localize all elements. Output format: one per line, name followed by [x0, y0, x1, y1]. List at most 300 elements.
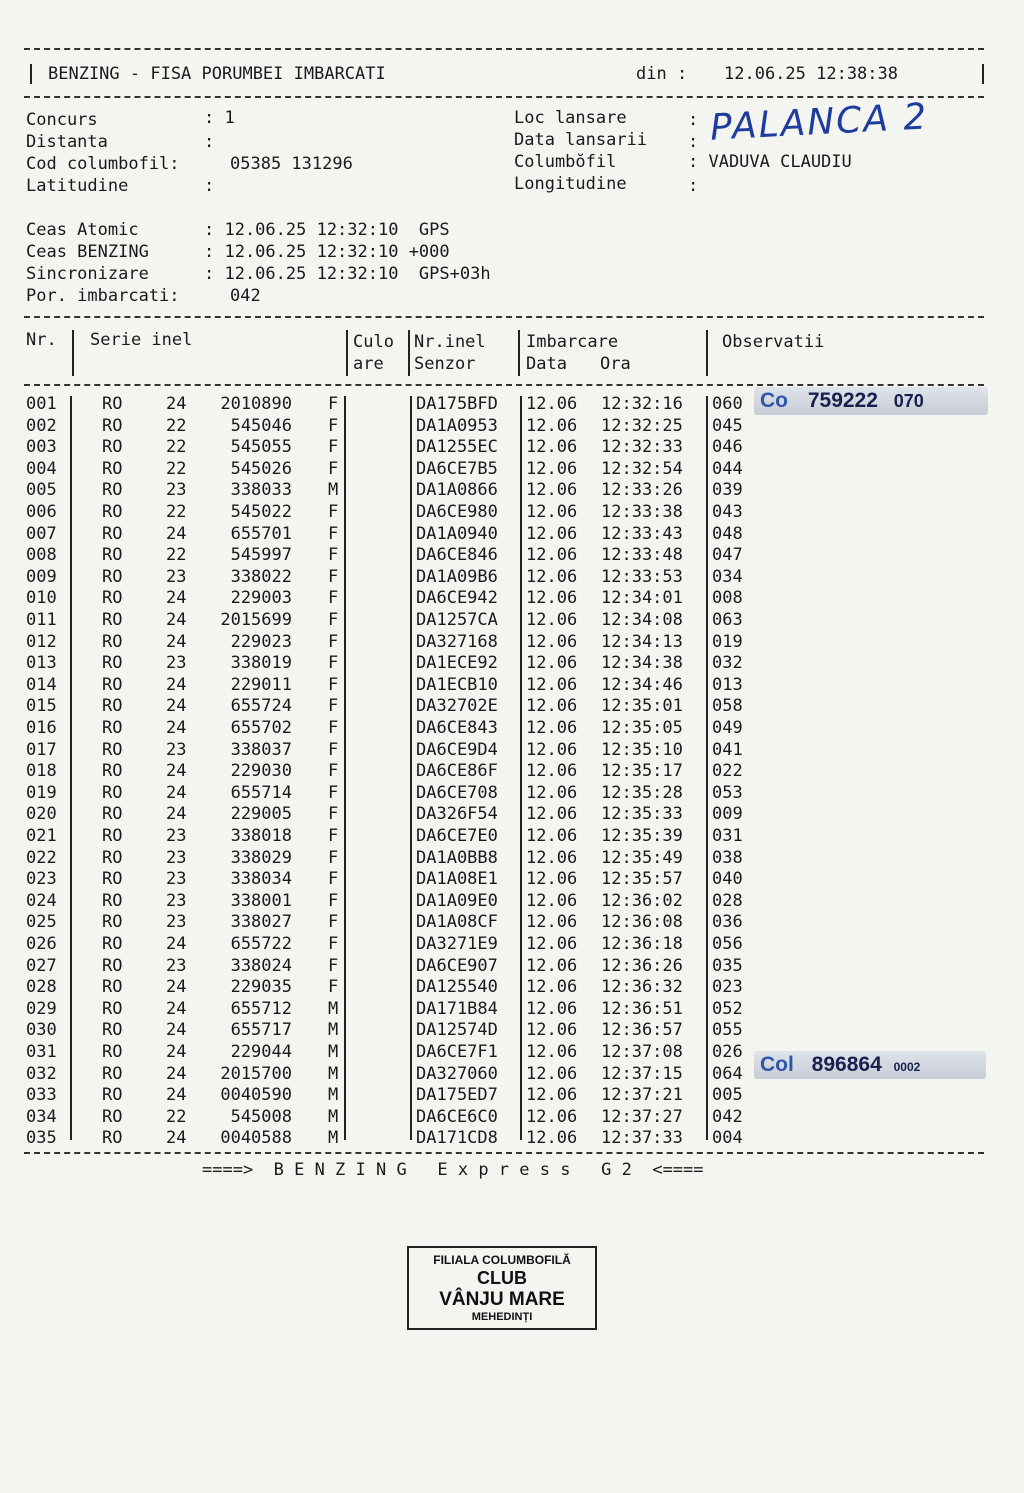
ceas-atomic-value: : 12.06.25 12:32:10 GPS [204, 220, 450, 240]
longitudine-value: : [688, 176, 699, 196]
embark-date: 12.06 [526, 566, 578, 587]
top-divider [24, 48, 984, 50]
table-row [0, 416, 1024, 438]
row-number: 031 [26, 1042, 57, 1062]
sex: M [328, 1106, 339, 1127]
ring-number: 338019 [230, 653, 292, 674]
column-serie-inel: Serie inel [90, 330, 193, 350]
ring-year: 22 [166, 437, 187, 458]
row-number: 017 [26, 739, 57, 760]
ring-number: 655722 [230, 934, 292, 954]
ring-year: 23 [166, 847, 187, 868]
sensor-id: DA125540 [416, 977, 498, 998]
sensor-id: DA1A0BB8 [416, 847, 498, 868]
footer-banner: ====> B E N Z I N G E x p r e s s G 2 <==== [202, 1160, 704, 1180]
column-nr: Nr. [26, 330, 57, 350]
stamp-line-2: CLUB [477, 1268, 527, 1288]
ring-year: 24 [166, 1063, 187, 1084]
ring-number: 229005 [230, 804, 292, 825]
sensor-id: DA6CE907 [416, 955, 498, 976]
ring-year: 24 [166, 631, 187, 652]
ring-country: RO [102, 890, 123, 911]
table-row [0, 848, 1024, 870]
observation: 008 [712, 588, 743, 609]
ring-sticker-1-prefix: Co [760, 389, 788, 412]
observation: 043 [712, 502, 743, 522]
observation: 034 [712, 566, 743, 587]
row-number: 023 [26, 869, 57, 890]
observation: 019 [712, 631, 743, 652]
embark-date: 12.06 [526, 912, 578, 933]
ring-number: 338034 [230, 869, 292, 890]
sex: M [328, 1020, 339, 1041]
embark-time: 12:34:08 [601, 610, 683, 630]
concurs-label: Concurs [26, 110, 98, 130]
ring-country: RO [102, 502, 123, 522]
ring-number: 338001 [230, 890, 292, 911]
sensor-id: DA1A0953 [416, 415, 498, 436]
ring-number: 0040590 [220, 1085, 292, 1106]
ring-year: 22 [166, 545, 187, 566]
sex: F [328, 566, 339, 587]
sex: M [328, 480, 339, 501]
ring-country: RO [102, 1020, 123, 1041]
latitudine-value: : [204, 176, 215, 196]
observation: 026 [712, 1042, 743, 1062]
table-row [0, 545, 1024, 567]
document-title: BENZING - FISA PORUMBEI IMBARCATI [48, 64, 386, 84]
embark-date: 12.06 [526, 869, 578, 890]
observation: 031 [712, 826, 743, 846]
table-row [0, 696, 1024, 718]
table-row [0, 653, 1024, 675]
sex: F [328, 869, 339, 890]
sex: F [328, 523, 339, 544]
sensor-id: DA6CE942 [416, 588, 498, 609]
column-imbarcare: Imbarcare [526, 332, 619, 352]
table-row [0, 610, 1024, 632]
por-imbarcati-value: 042 [230, 286, 261, 306]
ring-country: RO [102, 1128, 123, 1149]
embark-date: 12.06 [526, 545, 578, 566]
ring-number: 229023 [230, 631, 292, 652]
row-number: 034 [26, 1106, 57, 1127]
ring-year: 24 [166, 1042, 187, 1062]
ring-country: RO [102, 955, 123, 976]
sex: F [328, 631, 339, 652]
table-row [0, 934, 1024, 956]
ring-number: 229044 [230, 1042, 292, 1062]
ring-sticker-2 [754, 1051, 986, 1079]
observation: 063 [712, 610, 743, 630]
sensor-id: DA327060 [416, 1063, 498, 1084]
row-number: 013 [26, 653, 57, 674]
column-observatii: Observatii [722, 332, 825, 352]
sensor-id: DA12574D [416, 1020, 498, 1041]
embark-time: 12:34:13 [601, 631, 683, 652]
observation: 039 [712, 480, 743, 501]
embark-time: 12:35:17 [601, 761, 683, 782]
ring-sticker-2-tail: 0002 [893, 1060, 921, 1074]
sex: F [328, 977, 339, 998]
table-row [0, 502, 1024, 524]
sensor-id: DA1257CA [416, 610, 498, 630]
club-stamp [407, 1246, 597, 1330]
row-number: 019 [26, 782, 57, 803]
row-number: 030 [26, 1020, 57, 1041]
data-lansarii-colon: : [688, 132, 699, 152]
stamp-line-3: VÂNJU MARE [439, 1289, 565, 1310]
ring-country: RO [102, 739, 123, 760]
embark-date: 12.06 [526, 782, 578, 803]
sensor-id: DA6CE7F1 [416, 1042, 498, 1062]
embark-time: 12:34:38 [601, 653, 683, 674]
ring-country: RO [102, 480, 123, 501]
sensor-id: DA6CE6C0 [416, 1106, 498, 1127]
sensor-id: DA175BFD [416, 394, 498, 414]
ring-year: 23 [166, 566, 187, 587]
embark-time: 12:36:26 [601, 955, 683, 976]
sensor-id: DA32702E [416, 696, 498, 717]
ring-year: 24 [166, 394, 187, 414]
ring-country: RO [102, 826, 123, 846]
embark-time: 12:32:54 [601, 458, 683, 479]
table-row [0, 783, 1024, 805]
column-culo: Culo [353, 332, 394, 352]
row-number: 025 [26, 912, 57, 933]
embark-date: 12.06 [526, 1128, 578, 1149]
ring-sticker-1-number: 759222 [807, 389, 878, 412]
column-culoare: are [353, 354, 384, 374]
ceas-benzing-value: : 12.06.25 12:32:10 +000 [204, 242, 450, 262]
embark-time: 12:36:51 [601, 998, 683, 1019]
sensor-id: DA175ED7 [416, 1085, 498, 1106]
row-number: 028 [26, 977, 57, 998]
observation: 022 [712, 761, 743, 782]
ring-sticker-2-prefix: Col [760, 1053, 794, 1076]
sensor-id: DA1A09E0 [416, 890, 498, 911]
sex: M [328, 998, 339, 1019]
ring-number: 655701 [230, 523, 292, 544]
embark-date: 12.06 [526, 804, 578, 825]
ring-number: 0040588 [220, 1128, 292, 1149]
column-senzor: Senzor [414, 354, 476, 374]
ring-number: 338037 [230, 739, 292, 760]
table-row [0, 1085, 1024, 1107]
ring-country: RO [102, 782, 123, 803]
sex: F [328, 782, 339, 803]
observation: 013 [712, 674, 743, 695]
ring-year: 23 [166, 912, 187, 933]
header-sep-culoare [408, 330, 410, 376]
table-header-divider [24, 384, 984, 386]
row-number: 015 [26, 696, 57, 717]
ring-country: RO [102, 415, 123, 436]
row-number: 029 [26, 998, 57, 1019]
ring-number: 2010890 [220, 394, 292, 414]
ring-number: 655702 [230, 718, 292, 738]
sex: F [328, 739, 339, 760]
loc-lansare-colon: : [688, 110, 699, 130]
embark-date: 12.06 [526, 1063, 578, 1084]
embark-date: 12.06 [526, 934, 578, 954]
sensor-id: DA1A09B6 [416, 566, 498, 587]
ring-number: 545022 [230, 502, 292, 522]
observation: 060 [712, 394, 743, 414]
sensor-id: DA1A0866 [416, 480, 498, 501]
row-number: 033 [26, 1085, 57, 1106]
sensor-id: DA1A08E1 [416, 869, 498, 890]
observation: 035 [712, 955, 743, 976]
row-number: 027 [26, 955, 57, 976]
ring-number: 2015699 [220, 610, 292, 630]
embark-date: 12.06 [526, 696, 578, 717]
stamp-line-1: FILIALA COLUMBOFILĂ [433, 1253, 571, 1267]
ring-country: RO [102, 437, 123, 458]
handwritten-release-site: PALANCA 2 [709, 96, 930, 149]
sex: F [328, 674, 339, 695]
ring-country: RO [102, 394, 123, 414]
observation: 058 [712, 696, 743, 717]
header-sep-imbarcare [706, 330, 708, 376]
embark-time: 12:33:48 [601, 545, 683, 566]
ring-number: 545997 [230, 545, 292, 566]
por-imbarcati-label: Por. imbarcati: [26, 286, 180, 306]
ring-sticker-1-tail: 070 [893, 391, 924, 411]
concurs-value: : 1 [204, 108, 235, 128]
sensor-id: DA1ECE92 [416, 653, 498, 674]
embark-time: 12:36:18 [601, 934, 683, 954]
embark-time: 12:36:02 [601, 890, 683, 911]
table-row [0, 480, 1024, 502]
distanta-label: Distanta [26, 132, 108, 152]
ring-year: 23 [166, 955, 187, 976]
ring-number: 338027 [230, 912, 292, 933]
sensor-id: DA6CE843 [416, 718, 498, 738]
ring-country: RO [102, 804, 123, 825]
observation: 042 [712, 1106, 743, 1127]
ring-year: 23 [166, 480, 187, 501]
table-row [0, 437, 1024, 459]
ring-country: RO [102, 912, 123, 933]
observation: 005 [712, 1085, 743, 1106]
ring-country: RO [102, 610, 123, 630]
observation: 052 [712, 998, 743, 1019]
table-row [0, 459, 1024, 481]
sex: F [328, 653, 339, 674]
column-data: Data [526, 354, 567, 374]
ring-year: 22 [166, 415, 187, 436]
embark-date: 12.06 [526, 1106, 578, 1127]
ring-year: 23 [166, 826, 187, 846]
ring-number: 229035 [230, 977, 292, 998]
embark-time: 12:35:05 [601, 718, 683, 738]
sincronizare-label: Sincronizare [26, 264, 149, 284]
sensor-id: DA327168 [416, 631, 498, 652]
embark-date: 12.06 [526, 998, 578, 1019]
ring-number: 545046 [230, 415, 292, 436]
sex: F [328, 458, 339, 479]
observation: 023 [712, 977, 743, 998]
ring-number: 2015700 [220, 1063, 292, 1084]
ring-country: RO [102, 674, 123, 695]
embark-time: 12:36:32 [601, 977, 683, 998]
table-row [0, 912, 1024, 934]
observation: 009 [712, 804, 743, 825]
ceas-benzing-label: Ceas BENZING [26, 242, 149, 262]
embark-date: 12.06 [526, 653, 578, 674]
table-row [0, 869, 1024, 891]
row-number: 003 [26, 437, 57, 458]
sensor-id: DA326F54 [416, 804, 498, 825]
ring-year: 23 [166, 653, 187, 674]
ring-year: 22 [166, 458, 187, 479]
sensor-id: DA6CE846 [416, 545, 498, 566]
sensor-id: DA6CE980 [416, 502, 498, 522]
ring-number: 338033 [230, 480, 292, 501]
data-lansarii-label: Data lansarii [514, 130, 648, 150]
sex: F [328, 545, 339, 566]
observation: 028 [712, 890, 743, 911]
sensor-id: DA1255EC [416, 437, 498, 458]
sex: F [328, 890, 339, 911]
observation: 041 [712, 739, 743, 760]
embark-time: 12:35:39 [601, 826, 683, 846]
embark-time: 12:33:53 [601, 566, 683, 587]
embark-date: 12.06 [526, 480, 578, 501]
row-number: 014 [26, 674, 57, 695]
cod-columbofil-label: Cod columbofil: [26, 154, 180, 174]
ring-number: 545026 [230, 458, 292, 479]
embark-date: 12.06 [526, 1042, 578, 1062]
embark-date: 12.06 [526, 588, 578, 609]
ring-year: 23 [166, 869, 187, 890]
distanta-value: : [204, 132, 215, 152]
ring-number: 655717 [230, 1020, 292, 1041]
observation: 036 [712, 912, 743, 933]
ring-number: 655712 [230, 998, 292, 1019]
ring-year: 24 [166, 934, 187, 954]
sex: M [328, 1128, 339, 1149]
table-row [0, 761, 1024, 783]
sex: F [328, 588, 339, 609]
sex: F [328, 415, 339, 436]
ring-year: 24 [166, 610, 187, 630]
ring-country: RO [102, 1106, 123, 1127]
table-row [0, 567, 1024, 589]
column-ora: Ora [600, 354, 631, 374]
print-datetime: 12.06.25 12:38:38 [724, 64, 898, 84]
table-row [0, 1107, 1024, 1129]
embark-time: 12:37:15 [601, 1063, 683, 1084]
sex: F [328, 437, 339, 458]
ring-year: 24 [166, 696, 187, 717]
table-row [0, 588, 1024, 610]
observation: 004 [712, 1128, 743, 1149]
embark-time: 12:33:43 [601, 523, 683, 544]
embark-time: 12:35:33 [601, 804, 683, 825]
row-number: 018 [26, 761, 57, 782]
row-number: 021 [26, 826, 57, 846]
sensor-id: DA6CE7B5 [416, 458, 498, 479]
ring-country: RO [102, 1042, 123, 1062]
sensor-id: DA6CE9D4 [416, 739, 498, 760]
ring-number: 655724 [230, 696, 292, 717]
row-number: 010 [26, 588, 57, 609]
embark-date: 12.06 [526, 847, 578, 868]
ring-country: RO [102, 761, 123, 782]
sex: F [328, 394, 339, 414]
embark-date: 12.06 [526, 1020, 578, 1041]
table-row [0, 826, 1024, 848]
observation: 040 [712, 869, 743, 890]
embark-time: 12:35:49 [601, 847, 683, 868]
table-row [0, 956, 1024, 978]
ring-year: 24 [166, 1128, 187, 1149]
table-row [0, 1128, 1024, 1150]
row-number: 007 [26, 523, 57, 544]
sex: F [328, 718, 339, 738]
embark-time: 12:32:16 [601, 394, 683, 414]
observation: 049 [712, 718, 743, 738]
embark-time: 12:37:21 [601, 1085, 683, 1106]
ring-country: RO [102, 523, 123, 544]
embark-date: 12.06 [526, 610, 578, 630]
ring-country: RO [102, 653, 123, 674]
ring-year: 24 [166, 761, 187, 782]
embark-date: 12.06 [526, 977, 578, 998]
ring-year: 23 [166, 890, 187, 911]
ceas-atomic-label: Ceas Atomic [26, 220, 139, 240]
sensor-id: DA6CE708 [416, 782, 498, 803]
ring-year: 24 [166, 804, 187, 825]
header-sep-nr [72, 330, 74, 376]
ring-country: RO [102, 934, 123, 954]
ring-number: 655714 [230, 782, 292, 803]
sex: M [328, 1085, 339, 1106]
observation: 046 [712, 437, 743, 458]
embark-date: 12.06 [526, 437, 578, 458]
table-row [0, 891, 1024, 913]
ring-year: 24 [166, 977, 187, 998]
observation: 032 [712, 653, 743, 674]
ring-number: 545008 [230, 1106, 292, 1127]
sensor-id: DA171B84 [416, 998, 498, 1019]
embark-date: 12.06 [526, 1085, 578, 1106]
sex: F [328, 826, 339, 846]
table-row [0, 740, 1024, 762]
embark-time: 12:36:57 [601, 1020, 683, 1041]
embark-time: 12:32:25 [601, 415, 683, 436]
row-number: 005 [26, 480, 57, 501]
sex: F [328, 610, 339, 630]
row-number: 035 [26, 1128, 57, 1149]
sex: F [328, 502, 339, 522]
ring-year: 24 [166, 782, 187, 803]
sensor-id: DA6CE86F [416, 761, 498, 782]
ring-number: 229003 [230, 588, 292, 609]
embark-time: 12:33:38 [601, 502, 683, 522]
sex: F [328, 955, 339, 976]
table-row [0, 804, 1024, 826]
ring-year: 24 [166, 674, 187, 695]
table-row [0, 977, 1024, 999]
observation: 055 [712, 1020, 743, 1041]
embark-date: 12.06 [526, 674, 578, 695]
ring-year: 24 [166, 523, 187, 544]
embark-date: 12.06 [526, 718, 578, 738]
ring-country: RO [102, 1085, 123, 1106]
